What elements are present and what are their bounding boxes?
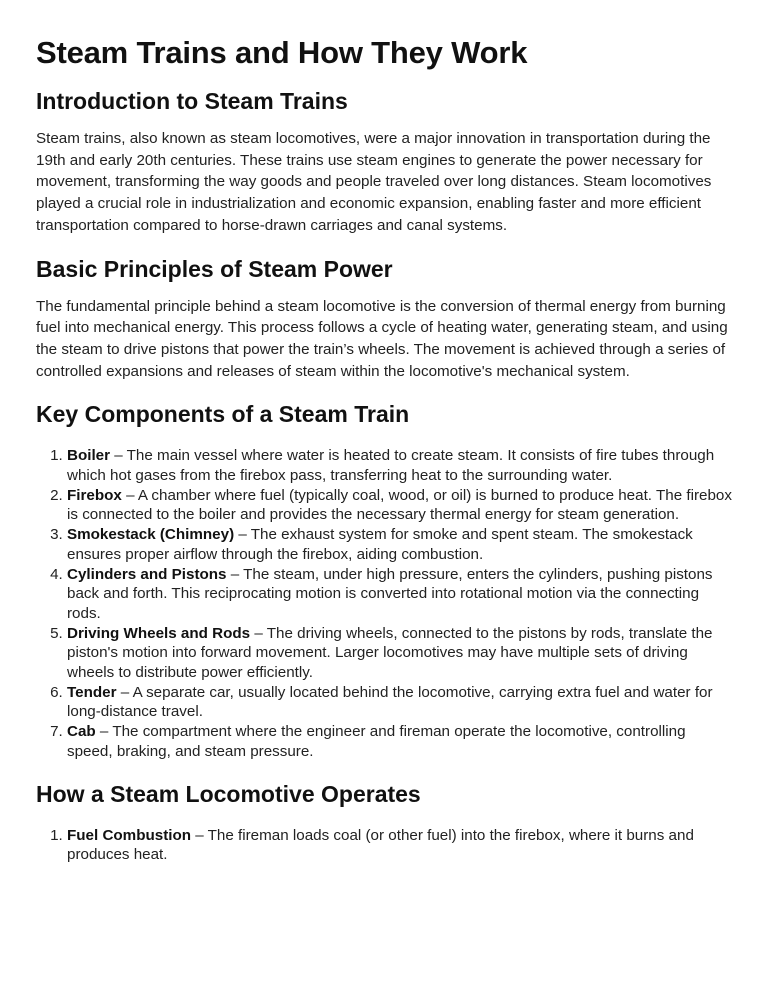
list-item <box>67 826 732 865</box>
list-item-text: – A chamber where fuel (typically coal, wood, or oil) is burned to produce heat. The firebox is connected to the boiler and provides the necessary thermal energy for steam generation. <box>67 486 732 524</box>
list-item <box>67 565 732 624</box>
list-item-term: Cab <box>67 723 96 741</box>
list-item-term: Driving Wheels and Rods <box>67 624 251 642</box>
list-item <box>67 624 732 683</box>
section-heading-operation: How a Steam Locomotive Operates <box>36 780 421 807</box>
list-item-term: Smokestack (Chimney) <box>67 526 235 544</box>
section-heading-intro: Introduction to Steam Trains <box>36 88 348 114</box>
list-item-text: – A separate car, usually located behind the locomotive, carrying extra fuel and water for long-distance travel. <box>67 683 713 721</box>
list-item-term: Tender <box>67 683 117 701</box>
list-item-text: – The main vessel where water is heated to create steam. It consists of fire tubes through which hot gases from the firebox pass, transferring heat to the surrounding water. <box>67 447 715 485</box>
section-paragraph-intro: Steam trains, also known as steam locomotives, were a major innovation in transportation during the 19th and early 20th centuries. These trains use steam engines to generate the power necessary for movement, transforming the way goods and people traveled over long distances. Steam locomotives played a crucial role in industrialization and economic expansion, enabling faster and more efficient transportation compared to horse-drawn carriages and canal systems. <box>36 130 712 234</box>
operation-list <box>36 826 732 865</box>
list-item <box>67 486 732 525</box>
list-item-term: Firebox <box>67 486 122 504</box>
list-item-text: – The exhaust system for smoke and spent steam. The smokestack ensures proper airflow through the firebox, aiding combustion. <box>67 526 693 563</box>
page-title: Steam Trains and How They Work <box>36 35 528 70</box>
components-list <box>36 446 732 761</box>
section-heading-basic-principles: Basic Principles of Steam Power <box>36 255 393 282</box>
list-item <box>67 446 732 485</box>
list-item <box>67 525 732 564</box>
list-item-text: – The steam, under high pressure, enters the cylinders, pushing pistons back and forth. This reciprocating motion is converted into rotational motion via the connecting rods. <box>67 565 713 622</box>
list-item-term: Fuel Combustion <box>67 826 192 844</box>
section-paragraph-basic-principles: The fundamental principle behind a steam locomotive is the conversion of thermal energy from burning fuel into mechanical energy. This process follows a cycle of heating water, generating steam, and using the steam to drive pistons that power the train’s wheels. The movement is achieved through a series of controlled expansions and releases of steam within the locomotive's mechanical system. <box>36 297 728 380</box>
list-item-term: Boiler <box>67 447 111 465</box>
list-item-text: – The fireman loads coal (or other fuel) into the firebox, where it burns and produces heat. <box>67 826 694 864</box>
list-item-text: – The compartment where the engineer and fireman operate the locomotive, controlling speed, braking, and steam pressure. <box>67 723 686 760</box>
list-item <box>67 722 732 761</box>
list-item-term: Cylinders and Pistons <box>67 565 227 583</box>
list-item-text: – The driving wheels, connected to the pistons by rods, translate the piston's motion into forward movement. Larger locomotives may have multiple sets of driving wheels to distribute power efficiently. <box>67 624 713 682</box>
section-heading-key-components: Key Components of a Steam Train <box>36 401 410 428</box>
list-item <box>67 683 732 722</box>
